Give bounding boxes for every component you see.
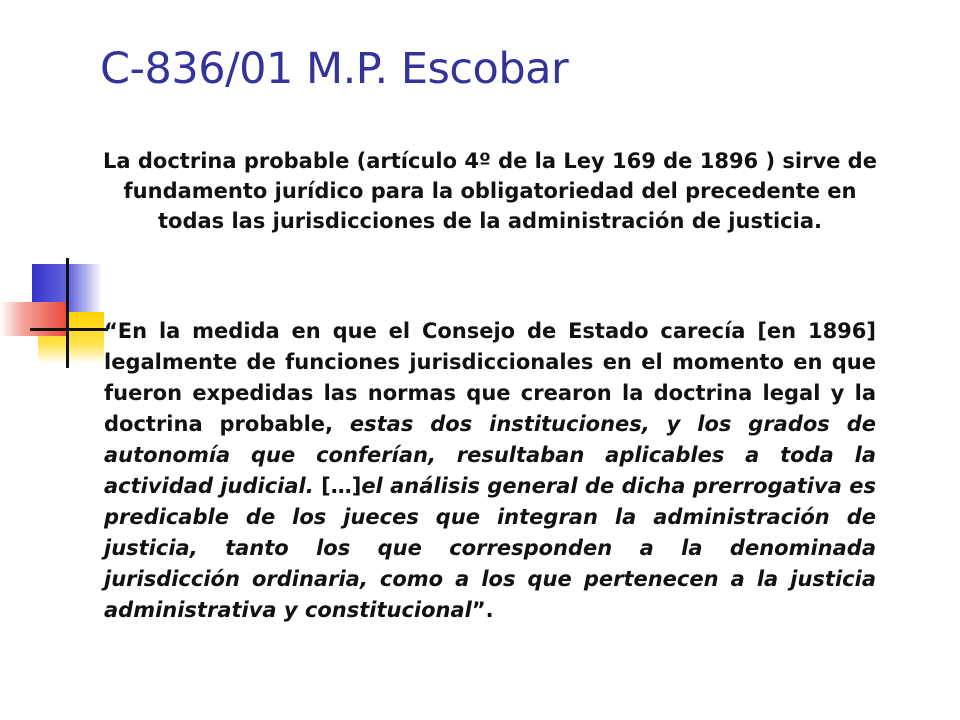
quote-paragraph: [104, 316, 876, 626]
first-paragraph: La doctrina probable (artículo 4º de la Ley 169 de 1896 ) sirve de fundamento jurídico para la obligatoriedad del precedente en todas las jurisdicciones de la administración de justicia.: [103, 149, 877, 233]
slide-title: C-836/01 M.P. Escobar: [100, 44, 569, 94]
vertical-rule: [66, 258, 69, 368]
quote-text-normal-1: “En la medida en que el Consejo de Estado carecía [en 1896] legalmente de funciones jurisdiccionales en el momento en que fueron expedidas las normas que crearon la doctrina legal y la doctrina probable,: [104, 319, 876, 436]
decorative-color-blocks: [0, 250, 110, 370]
horizontal-rule: [30, 328, 108, 331]
quote-text-italic-1: estas dos instituciones, y los grados de autonomía que conferían, resultaban aplicables a toda la actividad judicial.: [104, 412, 876, 498]
quote-text-italic-2: el análisis general de dicha prerrogativa es predicable de los jueces que integran la administración de justicia, tanto los que corresponden a la denominada jurisdicción ordinaria, como a los que pertenecen a la justicia administrativa y constitucional: [104, 474, 876, 622]
quote-text-closing: ”.: [471, 598, 494, 622]
quote-text-normal-2: […]: [313, 474, 362, 498]
